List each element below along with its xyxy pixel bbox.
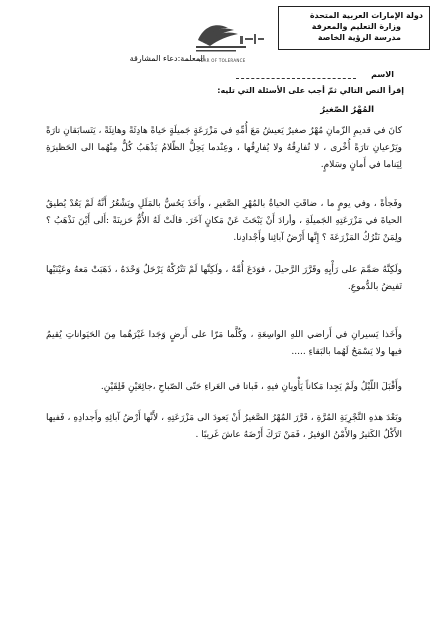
school-name: مدرسة الرؤية الخاصة bbox=[317, 33, 401, 42]
name-label: الاسم bbox=[371, 70, 394, 79]
story-paragraph: وفَجأةً ، وفي يومٍ ما ، ضاقَتِ الحياةُ بالمُهْرِ الصَّغيرِ ، وأَخَذَ يَحُسُّ بالمَلَلِ ويَشْعُرُ أَنَّهُ لَمْ يَعُدْ يُطيقُ الحياةَ في مَزْرَعَتِهِ الجَميلَةِ ، وأرادَ أَنْ يَبْحَثَ عَنْ مَكانٍ آخَرَ. قالَتْ لَهُ الأُمُّ حَزينَةً :أَلى أَيْنَ نَذْهَبُ ؟ولِمَنْ نَتْرُكُ المَزْرَعَةَ ؟ إِنَّها أَرْضُ آبائِنا وأَجْدادِنا. bbox=[46, 199, 402, 243]
ghaf-tree-icon bbox=[196, 25, 246, 51]
arabic-logo-text bbox=[240, 34, 264, 44]
year-of-tolerance-logo bbox=[192, 20, 266, 56]
school-header-box bbox=[278, 6, 430, 50]
ministry-name: وزارة التعليم والمعرفة bbox=[311, 22, 401, 31]
teacher-name: المعلمة:دعاء المشارقة bbox=[129, 54, 205, 63]
logo-caption: YEAR OF TOLERANCE bbox=[198, 58, 246, 63]
name-blank-line[interactable] bbox=[236, 78, 356, 79]
story-paragraph: وأَقْبَلَ اللّيْلُ ولَمْ يَجِدا مَكاناً يَأْويانِ فيهِ ، فَباتا في العَراءِ حَتّى الصّباحِ ،جائِعَيْنِ قَلِقَيْنِ. bbox=[100, 382, 402, 392]
instruction-text: إقرأ النص التالي ثمّ أجب على الأسئلة التي تليه: bbox=[217, 86, 404, 95]
story-title: المُهْرُ الصّغيرُ bbox=[320, 105, 374, 115]
story-paragraph: وبَعْدَ هذهِ التَّجْرِبَةِ المُرَّةِ ، قَرَّرَ المُهْرُ الصَّغيرُ أَنْ يَعودَ الى مَزْرَعَتِهِ ، لأَنَّها أَرْضُ آبائِهِ وأَجدادِهِ ، فَفيها الأَكْلُ الكَثيرُ والأَمْنُ الوَفيرُ ، فَمَنْ تَرَكَ أَرْضَهُ عاشَ غَريبًا . bbox=[46, 413, 402, 440]
story-paragraph: ولَكِنَّهُ صَمَّمَ على رَأْيِهِ وقَرَّرَ الرَّحيلَ ، فوَدَعَ أُمَّهُ ، ولَكِنَّها لَمْ تَتْرُكْهُ يَرْحَلُ وَحْدَهُ ، ذَهَبَتْ مَعهُ وعَيْنَيْها تَفيضُ بالدُّموعِ. bbox=[46, 265, 402, 292]
country-name: دولة الإمارات العربية المتحدة bbox=[309, 11, 423, 20]
story-paragraph: وأَخَذا يَسيرانِ في أَراضي اللهِ الواسِعَةِ ، وكُلَّما مَرّا على أَرضٍ وَجَدا غَيْرَهُما مِنَ الحَيَواناتِ يُقيمُ فيها ولا يَسْمَحُ لَهُما بالبَقاءِ ..... bbox=[46, 330, 402, 357]
story-paragraph: كانَ في قديمِ الزّمانِ مُهْرٌ صغيرٌ يَعيشُ مَعَ أُمِّهِ في مَزْرَعَةٍ جَميلَةٍ حَياةً هادِئَةً وهانِئَةً ، يَتَسابَقانِ تارَةً ويَرْعيانِ تارَةً أُخْرى ، لا تُفارِقُهُ ولا يُفارِقُها ، وعِنْدما يَحِلُّ الظّلامُ يَذْهَبُ كُلٌّ مِنْهُما الى الحَظيرَةِ لِيَناما في أَمانٍ وسَلامٍ. bbox=[46, 126, 402, 170]
student-name-row bbox=[236, 70, 394, 79]
